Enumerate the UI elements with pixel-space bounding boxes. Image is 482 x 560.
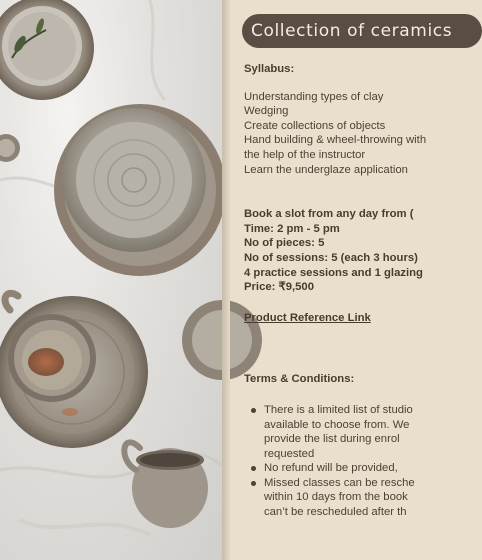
syllabus-item: Wedging — [244, 105, 289, 118]
body-text — [244, 62, 474, 520]
ceramics-illustration — [0, 0, 222, 560]
booking-line: Book a slot from any day from ( — [244, 208, 414, 221]
terms-line: can’t be rescheduled after th — [264, 506, 407, 519]
terms-line: No refund will be provided, — [264, 462, 398, 475]
photo-divider — [222, 0, 230, 560]
terms-item — [244, 476, 474, 520]
terms-line: available to choose from. We — [264, 418, 410, 431]
terms-line: There is a limited list of studio — [264, 403, 413, 416]
syllabus-heading: Syllabus: — [244, 63, 295, 75]
booking-info — [244, 207, 474, 295]
booking-time: Time: 2 pm - 5 pm — [244, 222, 340, 235]
syllabus-item: Create collections of objects — [244, 119, 386, 132]
terms-item — [244, 461, 474, 476]
syllabus-list — [244, 90, 474, 178]
terms-line: provide the list during enrol — [264, 433, 400, 446]
syllabus-item: Understanding types of clay — [244, 90, 384, 103]
product-reference-link[interactable]: Product Reference Link — [244, 311, 371, 324]
terms-list — [244, 403, 474, 520]
booking-pieces: No of pieces: 5 — [244, 237, 325, 250]
syllabus-item: Learn the underglaze application — [244, 163, 408, 176]
booking-sessions: No of sessions: 5 (each 3 hours) — [244, 251, 418, 264]
terms-line: Missed classes can be resche — [264, 476, 415, 489]
terms-item — [244, 403, 474, 461]
booking-price: Price: ₹9,500 — [244, 281, 314, 294]
ceramics-photo — [0, 0, 222, 560]
content-panel — [230, 0, 453, 560]
terms-line: within 10 days from the book — [264, 491, 408, 504]
syllabus-item: Hand building & wheel-throwing with — [244, 134, 427, 147]
terms-heading: Terms & Conditions: — [244, 373, 355, 386]
syllabus-item: the help of the instructor — [244, 148, 366, 161]
booking-practice: 4 practice sessions and 1 glazing — [244, 266, 423, 279]
page-title: Collection of ceramics — [242, 14, 482, 48]
terms-line: requested — [264, 447, 315, 460]
